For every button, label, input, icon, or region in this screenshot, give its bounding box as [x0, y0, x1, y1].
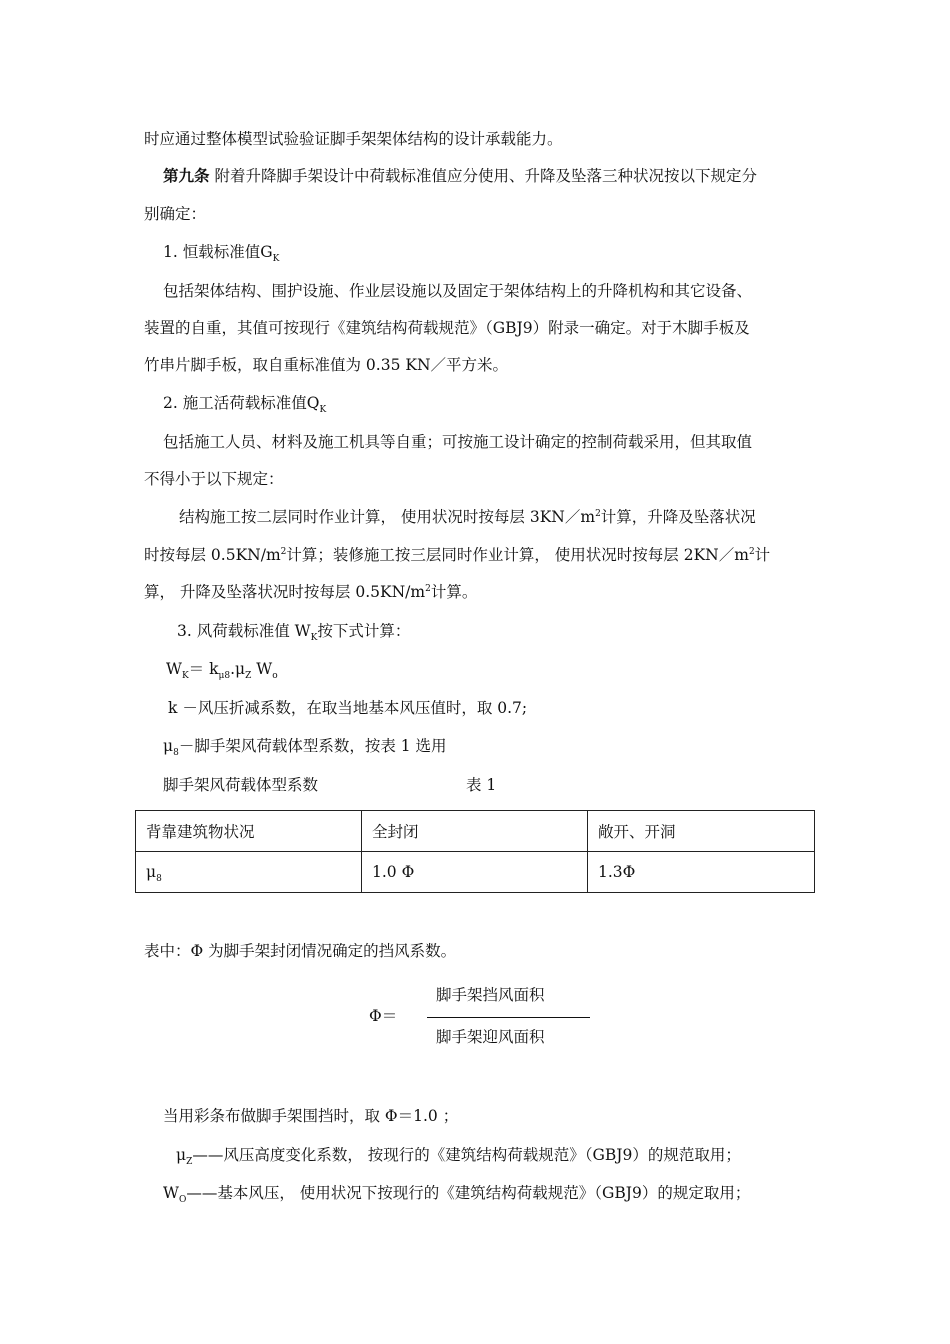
text: 时按每层 0.5KN/m [144, 546, 281, 564]
formula-symbol: W [166, 660, 182, 678]
formula-symbol: .μ [230, 660, 246, 678]
text: ——基本风压， 使用状况下按现行的《建筑结构荷载规范》（GBJ9）的规定取用； [186, 1184, 751, 1202]
symbol: μ [176, 1146, 187, 1164]
subscript: K [310, 633, 318, 644]
superscript: 2 [748, 546, 755, 557]
table-cell [136, 852, 362, 893]
heading-dead-load [163, 242, 280, 265]
text: 计 [754, 546, 771, 564]
text: 计算，升降及坠落状况 [600, 508, 756, 526]
symbol: μ [146, 863, 157, 881]
subscript: Z [186, 1157, 193, 1168]
paragraph-line [163, 736, 447, 759]
table-header-cell: 背靠建筑物状况 [136, 811, 362, 852]
table-row [136, 852, 815, 893]
paragraph-line: 不得小于以下规定： [144, 470, 284, 488]
paragraph-line: 当用彩条布做脚手架围挡时，取 Φ＝1.0 ； [163, 1107, 459, 1125]
paragraph-line [179, 507, 756, 527]
heading-wind-load [177, 621, 411, 644]
paragraph-line: 装置的自重，其值可按现行《建筑结构荷载规范》（GBJ9）附录一确定。对于木脚手板及 [144, 319, 750, 337]
coefficient-table [135, 810, 815, 893]
paragraph-line: 竹串片脚手板，取自重标准值为 0.35 KN／平方米。 [144, 356, 509, 374]
fraction-numerator: 脚手架挡风面积 [436, 986, 545, 1004]
paragraph-text: 附着升降脚手架设计中荷载标准值应分使用、升降及坠落三种状况按以下规定分 [214, 167, 757, 185]
heading-text: 按下式计算： [317, 622, 411, 640]
heading-text: 3. 风荷载标准值 W [177, 622, 311, 640]
table-row [136, 811, 815, 852]
text: －脚手架风荷载体型系数，按表 1 选用 [178, 737, 447, 755]
paragraph-line [176, 1145, 741, 1168]
subscript: K [181, 671, 189, 682]
heading-live-load [163, 393, 327, 416]
subscript: μ8 [218, 671, 231, 682]
superscript: 2 [425, 583, 431, 594]
text: 结构施工按二层同时作业计算， 使用状况时按每层 3KN／m [179, 508, 596, 526]
subscript: K [272, 254, 280, 265]
article-nine-line [163, 166, 757, 186]
fraction-rule [427, 1017, 590, 1018]
text: 计算。 [430, 583, 478, 601]
table-header-cell: 敞开、开洞 [588, 811, 815, 852]
table-note: 表中：Φ 为脚手架封闭情况确定的挡风系数。 [144, 942, 457, 960]
subscript: o [272, 671, 278, 682]
table-caption: 脚手架风荷载体型系数 [163, 776, 319, 794]
heading-text: 2. 施工活荷载标准值Q [163, 394, 320, 412]
paragraph-line: k －风压折减系数，在取当地基本风压值时，取 0.7; [168, 699, 528, 717]
paragraph-line [144, 582, 477, 602]
superscript: 2 [595, 508, 601, 519]
heading-text: 1. 恒载标准值G [163, 243, 273, 261]
paragraph-line: 包括架体结构、围护设施、作业层设施以及固定于架体结构上的升降机构和其它设备、 [163, 282, 753, 300]
fraction-denominator: 脚手架迎风面积 [436, 1028, 545, 1046]
table-cell: 1.0 Φ [362, 852, 588, 893]
subscript: 8 [156, 874, 162, 885]
paragraph-line: 包括施工人员、材料及施工机具等自重；可按施工设计确定的控制荷载采用，但其取值 [163, 433, 753, 451]
table-label: 表 1 [466, 776, 497, 794]
subscript: K [319, 405, 327, 416]
paragraph-line [163, 1183, 751, 1206]
text: 计算；装修施工按三层同时作业计算， 使用状况时按每层 2KN／m [286, 546, 749, 564]
fraction-lhs: Φ＝ [369, 1007, 398, 1025]
symbol: W [163, 1184, 179, 1202]
paragraph-line [144, 545, 770, 565]
formula-symbol: W [251, 660, 273, 678]
subscript: 8 [173, 748, 179, 759]
paragraph-line: 别确定： [144, 205, 207, 223]
text: ——风压高度变化系数， 按现行的《建筑结构荷载规范》（GBJ9）的规范取用； [192, 1146, 741, 1164]
subscript: Z [245, 671, 252, 682]
symbol: μ [163, 737, 174, 755]
subscript: O [178, 1195, 187, 1206]
article-label: 第九条 [163, 166, 210, 185]
text: 算， 升降及坠落状况时按每层 0.5KN/m [144, 583, 426, 601]
paragraph-line: 时应通过整体模型试验验证脚手架架体结构的设计承载能力。 [144, 130, 563, 148]
table-cell: 1.3Φ [588, 852, 815, 893]
formula-symbol: ＝ k [188, 660, 219, 678]
superscript: 2 [280, 546, 287, 557]
table-header-cell: 全封闭 [362, 811, 588, 852]
wind-formula [166, 659, 278, 682]
